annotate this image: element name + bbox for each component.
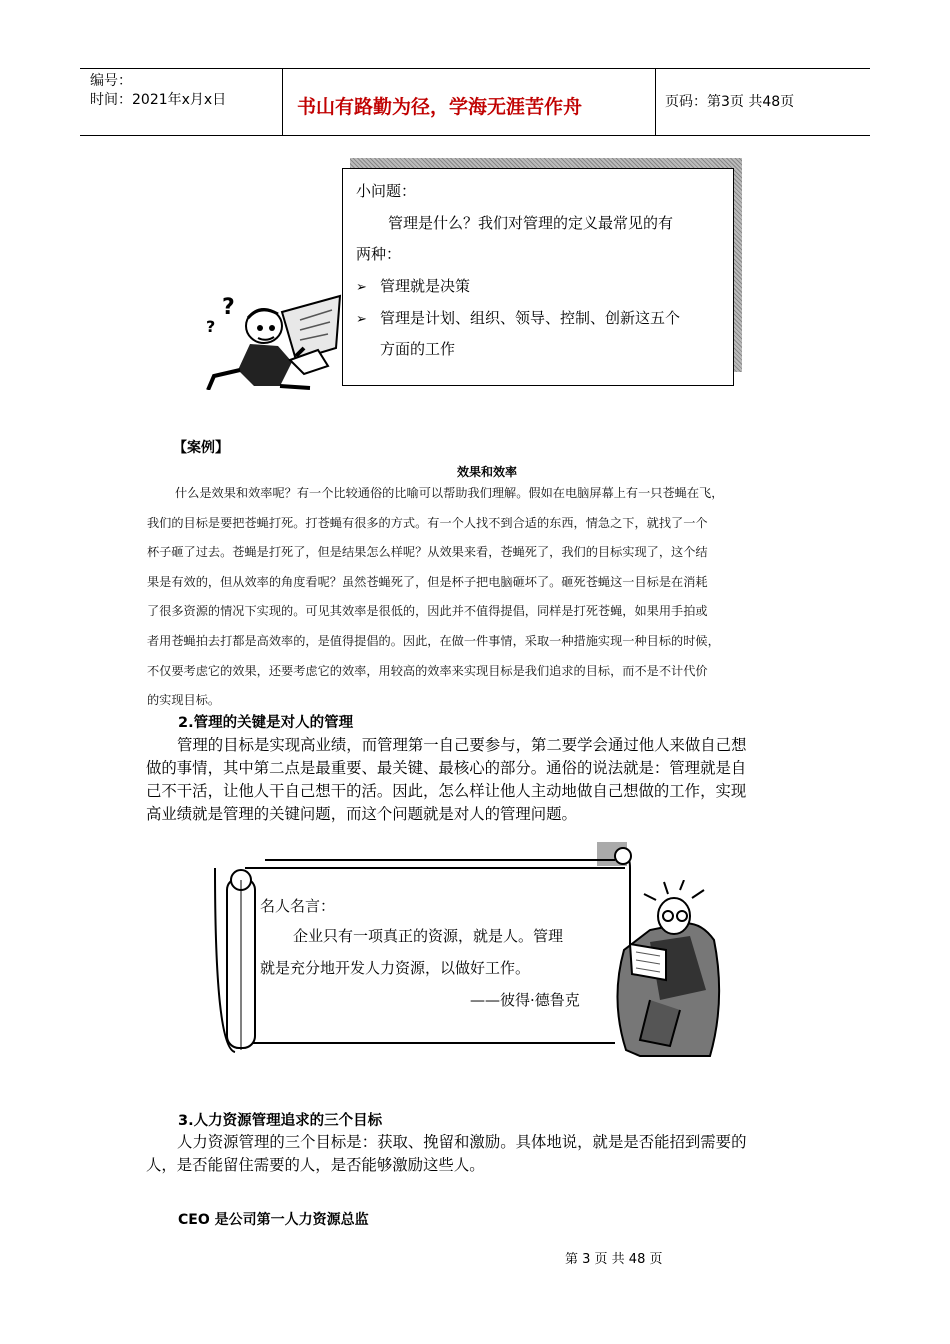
doc-date: 时间：2021年x月x日 — [90, 92, 227, 108]
quote-line-1: 企业只有一项真正的资源，就是人。管理 — [293, 927, 564, 945]
quote-line-2: 就是充分地开发人力资源，以做好工作。 — [260, 959, 531, 977]
paragraph-line: 高业绩就是管理的关键问题，而这个问题就是对人的管理问题。 — [146, 805, 577, 823]
doc-number-label: 编号： — [90, 73, 132, 89]
paragraph-line: 做的事情，其中第二点是最重要、最关键、最核心的部分。通俗的说法就是：管理就是自 — [146, 759, 747, 777]
case-line: 果是有效的，但从效率的角度看呢？虽然苍蝇死了，但是杯子把电脑砸坏了。砸死苍蝇这一目标是在消耗 — [147, 574, 708, 589]
case-label: 【案例】 — [173, 440, 229, 456]
question-bullet-2-cont: 方面的工作 — [380, 340, 456, 358]
question-bullet-2 — [356, 302, 680, 336]
reading-man-illustration — [610, 880, 730, 1060]
svg-text:?: ? — [206, 317, 216, 336]
svg-text:?: ? — [222, 295, 235, 320]
case-line: 什么是效果和效率呢？有一个比较通俗的比喻可以帮助我们理解。假如在电脑屏幕上有一只苍蝇在飞， — [175, 486, 724, 500]
paragraph-line: 管理的目标是实现高业绩，而管理第一自己要参与，第二要学会通过他人来做自己想 — [177, 736, 747, 754]
arrow-bullet-icon: ➢ — [356, 280, 367, 295]
quote-title: 名人名言： — [260, 897, 336, 915]
paragraph-line: 人，是否能留住需要的人，是否能够激励这些人。 — [146, 1156, 485, 1174]
page-info: 页码：第3页 共48页 — [665, 94, 795, 110]
question-intro-line1: 管理是什么？我们对管理的定义最常见的有 — [388, 214, 674, 232]
question-title: 小问题： — [356, 182, 417, 200]
section-2-body — [146, 734, 746, 826]
page-footer: 第 3 页 共 48 页 — [565, 1252, 663, 1267]
case-body — [147, 479, 827, 716]
ceo-heading: CEO 是公司第一人力资源总监 — [178, 1212, 369, 1228]
case-line: 我们的目标是要把苍蝇打死。打苍蝇有很多的方式。有一个人找不到合适的东西，情急之下，就找了一个 — [147, 515, 708, 530]
section-2-heading: 2.管理的关键是对人的管理 — [178, 715, 354, 731]
question-intro-line2: 两种： — [356, 245, 402, 263]
section-3-heading: 3.人力资源管理追求的三个目标 — [178, 1113, 383, 1129]
bullet-1-text: 管理就是决策 — [380, 277, 471, 295]
quote-author: ——彼得·德鲁克 — [470, 991, 580, 1009]
header-motto: 书山有路勤为径，学海无涯苦作舟 — [297, 96, 583, 118]
case-line: 了很多资源的情况下实现的。可见其效率是很低的，因此并不值得提倡，同样是打死苍蝇，如果用手拍或 — [147, 604, 708, 619]
case-line: 的实现目标。 — [147, 693, 221, 708]
thinking-man-illustration — [200, 290, 350, 390]
case-line: 不仅要考虑它的效果，还要考虑它的效率，用较高的效率来实现目标是我们追求的目标，而不是不计代价 — [147, 663, 708, 678]
arrow-bullet-icon: ➢ — [356, 312, 367, 327]
case-line: 者用苍蝇拍去打都是高效率的，是值得提倡的。因此，在做一件事情，采取一种措施实现一种目标的时候， — [147, 633, 720, 648]
case-title: 效果和效率 — [457, 465, 518, 479]
paragraph-line: 人力资源管理的三个目标是：获取、挽留和激励。具体地说，就是是否能招到需要的 — [177, 1133, 747, 1151]
question-bullet-1 — [356, 270, 470, 304]
case-line: 杯子砸了过去。苍蝇是打死了，但是结果怎么样呢？从效果来看，苍蝇死了，我们的目标实现了，这个结 — [147, 545, 708, 560]
bullet-2-text: 管理是计划、组织、领导、控制、创新这五个 — [380, 309, 681, 327]
section-3-body — [146, 1131, 746, 1177]
paragraph-line: 己不干活，让他人干自己想干的活。因此，怎么样让他人主动地做自己想做的工作，实现 — [146, 782, 747, 800]
